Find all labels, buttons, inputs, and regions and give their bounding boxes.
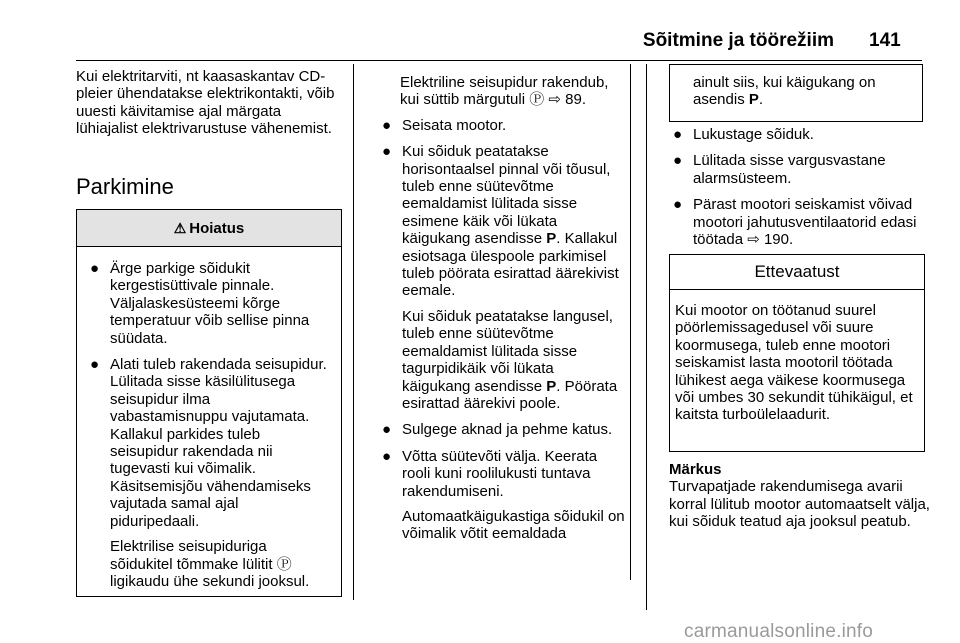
page-reference: 89. — [565, 91, 587, 109]
list-item-text: Pärast mootori seiskamist võivad mootori jahutusventilaatorid edasi töötada — [693, 196, 917, 249]
bullet: ● — [673, 152, 683, 170]
box-right-rule — [922, 64, 923, 122]
list-item-text: Kui sõiduk peatatakse horisontaalsel pinnal või tõusul, tuleb enne süütevõtme eemaldamist lülitada sisse esimene käik või lükata käigukang asendisse — [402, 143, 611, 248]
list-item — [669, 196, 929, 248]
remark-title: Märkus — [669, 461, 722, 478]
list-item-text: Sulgege aknad ja pehme katus. — [402, 421, 613, 439]
column-divider — [353, 64, 354, 600]
list-item-text: ligikaudu ühe sekundi jooksul. — [110, 572, 310, 590]
bullet: ● — [382, 421, 392, 439]
list-item — [86, 356, 329, 590]
header-rule — [76, 60, 922, 61]
column-3 — [669, 126, 929, 257]
watermark: carmanualsonline.info — [684, 621, 874, 642]
paragraph-text: ainult siis, kui käigukang on asendis — [693, 74, 876, 109]
reference-arrow-icon: ⇨ — [747, 231, 760, 249]
list-item-text: . Kallakul esiotsaga ülespoole parkimisel tuleb pöörata esirattad äärekivist eemale. — [402, 230, 619, 300]
list-item — [378, 143, 626, 412]
caution-title: Ettevaatust — [754, 262, 840, 281]
list-item — [378, 117, 626, 134]
list-item — [86, 260, 329, 347]
list-item-text: Elektrilise seisupiduriga sõidukitel tõmmake lülitit — [110, 538, 273, 573]
paragraph-text: Elektriline seisupidur rakendub, kui süttib märgutuli — [400, 74, 609, 109]
page-reference: 190. — [763, 231, 794, 249]
column-2 — [378, 74, 626, 552]
parking-brake-icon: Ⓟ — [529, 91, 545, 109]
box-bottom-rule — [669, 121, 923, 122]
list-item-text — [402, 143, 626, 300]
bullet: ● — [382, 116, 392, 134]
remark — [669, 461, 931, 531]
list-item-continuation: Automaatkäigukastiga sõidukil on võimalik võtit eemaldada — [402, 507, 625, 543]
list-item-text: Lülitada sisse vargusvastane alarmsüsteem. — [693, 152, 886, 187]
list-item-text: Alati tuleb rakendada seisupidur. Lülitada sisse käsilülitusega seisupidur ilma vabastamisnuppu vajutamata. Kallakul parkides tuleb seisupidur rakendada nii tugevasti kui võimalik. Käsitsemisjõu vähendamiseks vajutada samal ajal piduripedaali. — [110, 356, 327, 530]
warning-box — [76, 209, 342, 597]
page-number: 141 — [869, 30, 901, 51]
list-item-text: Seisata mootor. — [402, 116, 507, 134]
box-left-rule — [669, 64, 670, 122]
warning-title: Hoiatus — [189, 219, 245, 237]
intro-paragraph: Kui elektritarviti, nt kaasaskantav CD-pleier ühendatakse elektrikontakti, võib uuesti käivitamise ajal märgata lühiajalist elektrivarustuse vähenemist. — [76, 68, 335, 138]
column-1 — [76, 68, 342, 146]
gear-position: P — [748, 91, 759, 109]
column-divider — [630, 64, 631, 580]
list-item-continuation — [110, 538, 329, 590]
remark-text: Turvapatjade rakendumisega avarii korral lülitub mootor automaatselt välja, kui sõiduk teatud aja jooksul peatub. — [669, 478, 930, 531]
warning-box-header — [77, 210, 341, 247]
caution-text: Kui mootor on töötanud suurel pöörlemissagedusel või suure koormusega, tuleb enne mootori seiskamist lasta mootoril töötada lühikest aega väikese koormusega või umbes 30 sekundit tühikäigul, et kaitsta turboülelaadurit. — [675, 302, 913, 424]
list-item — [378, 421, 626, 438]
list-item — [669, 126, 929, 143]
list-item-text: . Pöörata esirattad äärekivi poole. — [402, 377, 618, 412]
section-heading: Parkimine — [76, 174, 174, 199]
page-header-title: Sõitmine ja töörežiim — [642, 30, 834, 51]
bullet: ● — [673, 126, 683, 143]
list-item-text: Võtta süütevõti välja. Keerata rooli kuni roolilukusti tuntava rakendumiseni. — [402, 447, 598, 500]
continued-paragraph — [378, 74, 610, 109]
bullet: ● — [90, 260, 100, 277]
caution-box — [669, 254, 925, 452]
gear-position: P — [546, 230, 557, 248]
parking-brake-icon: Ⓟ — [276, 555, 292, 573]
list-item-text: Ärge parkige sõidukit kergestisüttivale pinnale. Väljalaskesüsteemi kõrge temperatuur võib sellise pinna süüdata. — [110, 260, 310, 347]
list-item — [669, 152, 929, 187]
paragraph-text: . — [758, 91, 764, 109]
reference-arrow-icon: ⇨ — [548, 91, 561, 109]
box-top-rule — [669, 64, 923, 65]
warning-box-body — [77, 247, 341, 590]
caution-box-header — [670, 255, 924, 290]
continued-box-text — [693, 74, 908, 109]
gear-position: P — [546, 377, 557, 395]
bullet: ● — [673, 196, 683, 214]
bullet: ● — [382, 447, 392, 465]
bullet: ● — [382, 143, 392, 161]
bullet: ● — [90, 356, 100, 374]
list-item-text: Kui sõiduk peatatakse langusel, tuleb enne süütevõtme eemaldamist lülitada sisse tagurpidikäik või lükata käigukang asendisse — [402, 307, 613, 395]
column-divider — [646, 64, 647, 610]
warning-icon: ⚠ — [173, 219, 187, 236]
list-item-text — [693, 196, 929, 248]
list-item-continuation — [402, 308, 626, 412]
list-item-text: Lukustage sõiduk. — [693, 126, 814, 143]
list-item — [378, 448, 626, 543]
